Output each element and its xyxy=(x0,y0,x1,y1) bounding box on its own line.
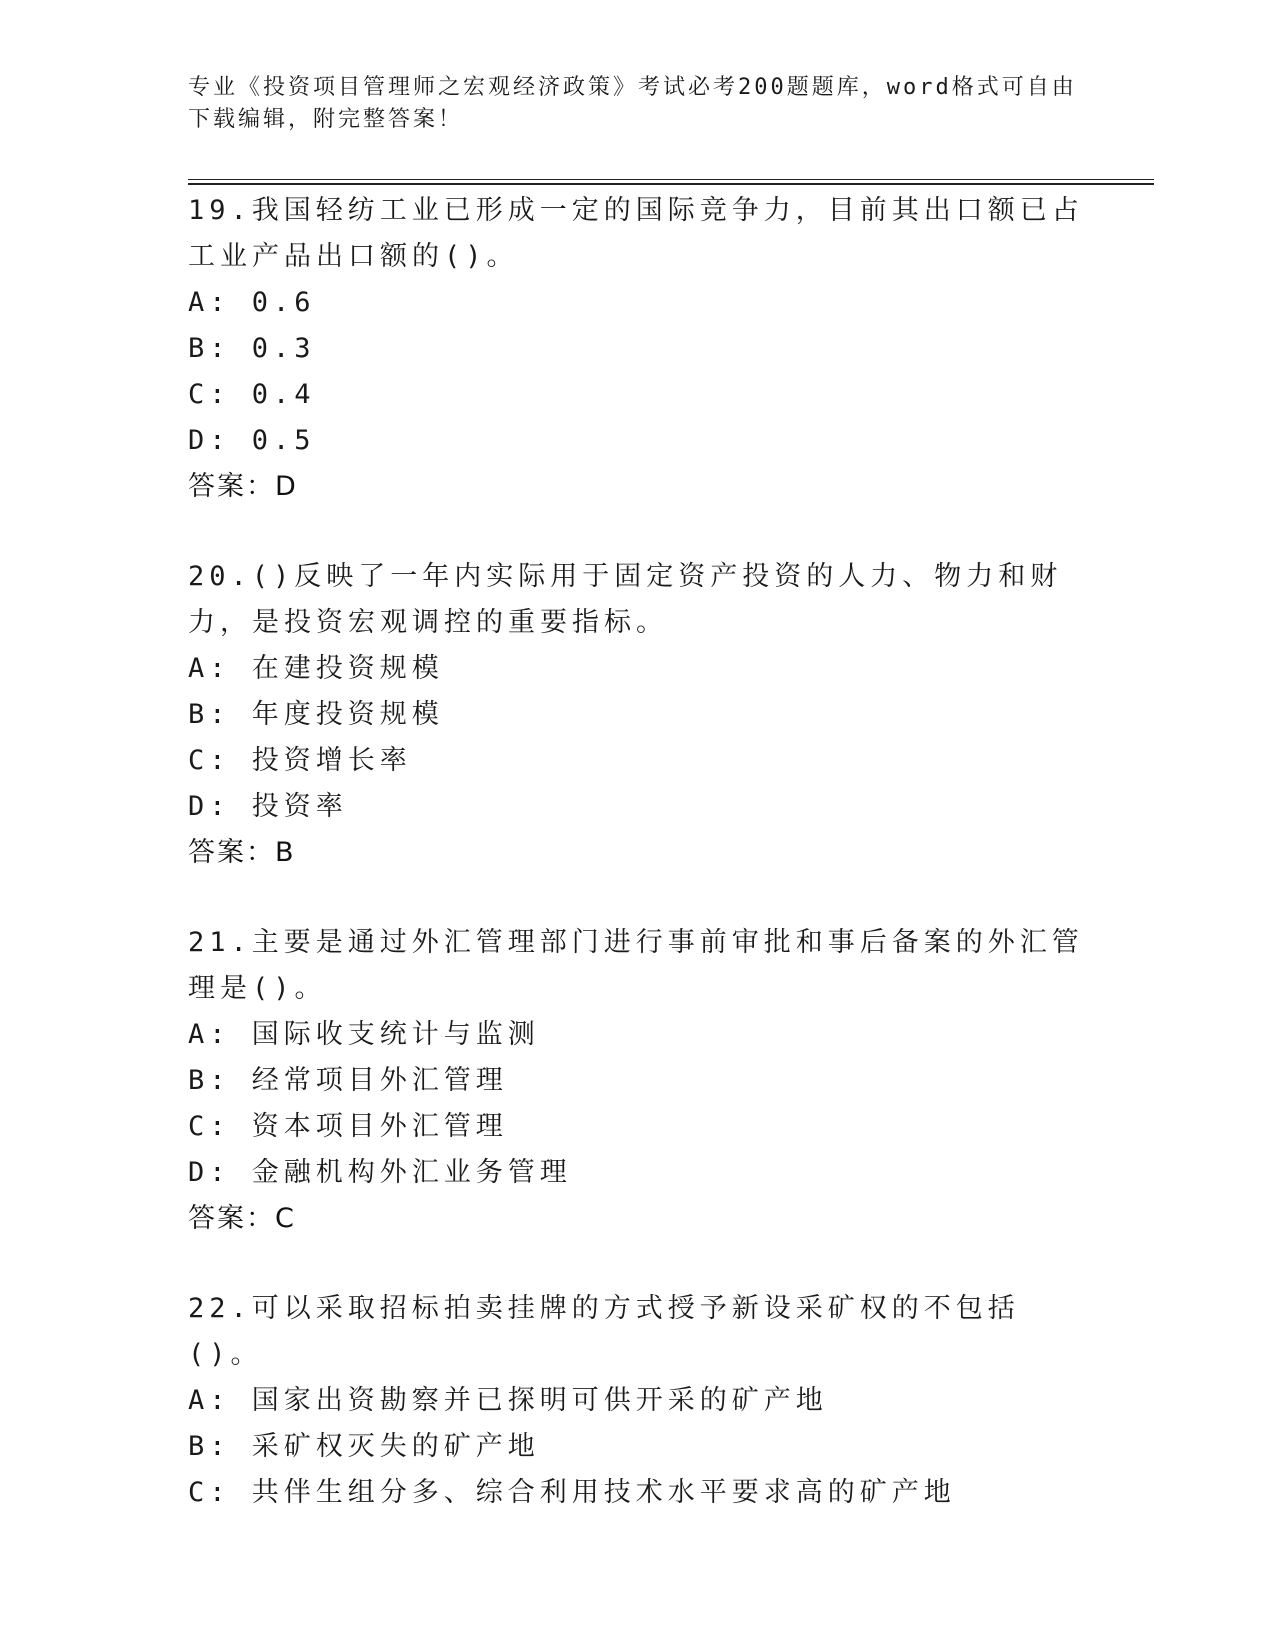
option-a: A: 国际收支统计与监测 xyxy=(188,1019,540,1050)
header-divider-thin xyxy=(188,179,1154,180)
answer-line: 答案：B xyxy=(188,837,296,868)
option-a: A: 在建投资规模 xyxy=(188,653,444,684)
option-a: A: 国家出资勘察并已探明可供开采的矿产地 xyxy=(188,1385,828,1416)
option-b: B: 经常项目外汇管理 xyxy=(188,1065,508,1096)
option-b: B: 年度投资规模 xyxy=(188,699,444,730)
question-stem: 21.主要是通过外汇管理部门进行事前审批和事后备案的外汇管理是()。 xyxy=(188,927,1084,1004)
option-d: D: 投资率 xyxy=(188,791,348,822)
option-d: D: 金融机构外汇业务管理 xyxy=(188,1157,572,1188)
option-c: C: 资本项目外汇管理 xyxy=(188,1111,508,1142)
option-c: C: 投资增长率 xyxy=(188,745,412,776)
document-header xyxy=(188,72,1088,136)
question-22 xyxy=(188,1286,1088,1516)
option-c: C: 共伴生组分多、综合利用技术水平要求高的矿产地 xyxy=(188,1477,956,1508)
question-19 xyxy=(188,188,1088,510)
question-list xyxy=(188,188,1088,1560)
question-stem: 22.可以采取招标拍卖挂牌的方式授予新设采矿权的不包括()。 xyxy=(188,1293,1020,1370)
question-21 xyxy=(188,920,1088,1242)
option-d: D: 0.5 xyxy=(188,425,316,456)
question-20 xyxy=(188,554,1088,876)
option-b: B: 采矿权灭失的矿产地 xyxy=(188,1431,540,1462)
header-line-2: 下载编辑，附完整答案！ xyxy=(188,107,464,132)
question-stem: 20.()反映了一年内实际用于固定资产投资的人力、物力和财力，是投资宏观调控的重要指标。 xyxy=(188,561,1063,638)
option-b: B: 0.3 xyxy=(188,333,316,364)
header-line-1: 专业《投资项目管理师之宏观经济政策》考试必考200题题库，word格式可自由 xyxy=(188,75,1077,100)
option-a: A: 0.6 xyxy=(188,287,316,318)
question-stem: 19.我国轻纺工业已形成一定的国际竞争力，目前其出口额已占工业产品出口额的()。 xyxy=(188,195,1084,272)
header-divider-thick xyxy=(188,183,1154,185)
answer-line: 答案：D xyxy=(188,471,298,502)
answer-line: 答案：C xyxy=(188,1203,296,1234)
option-c: C: 0.4 xyxy=(188,379,316,410)
